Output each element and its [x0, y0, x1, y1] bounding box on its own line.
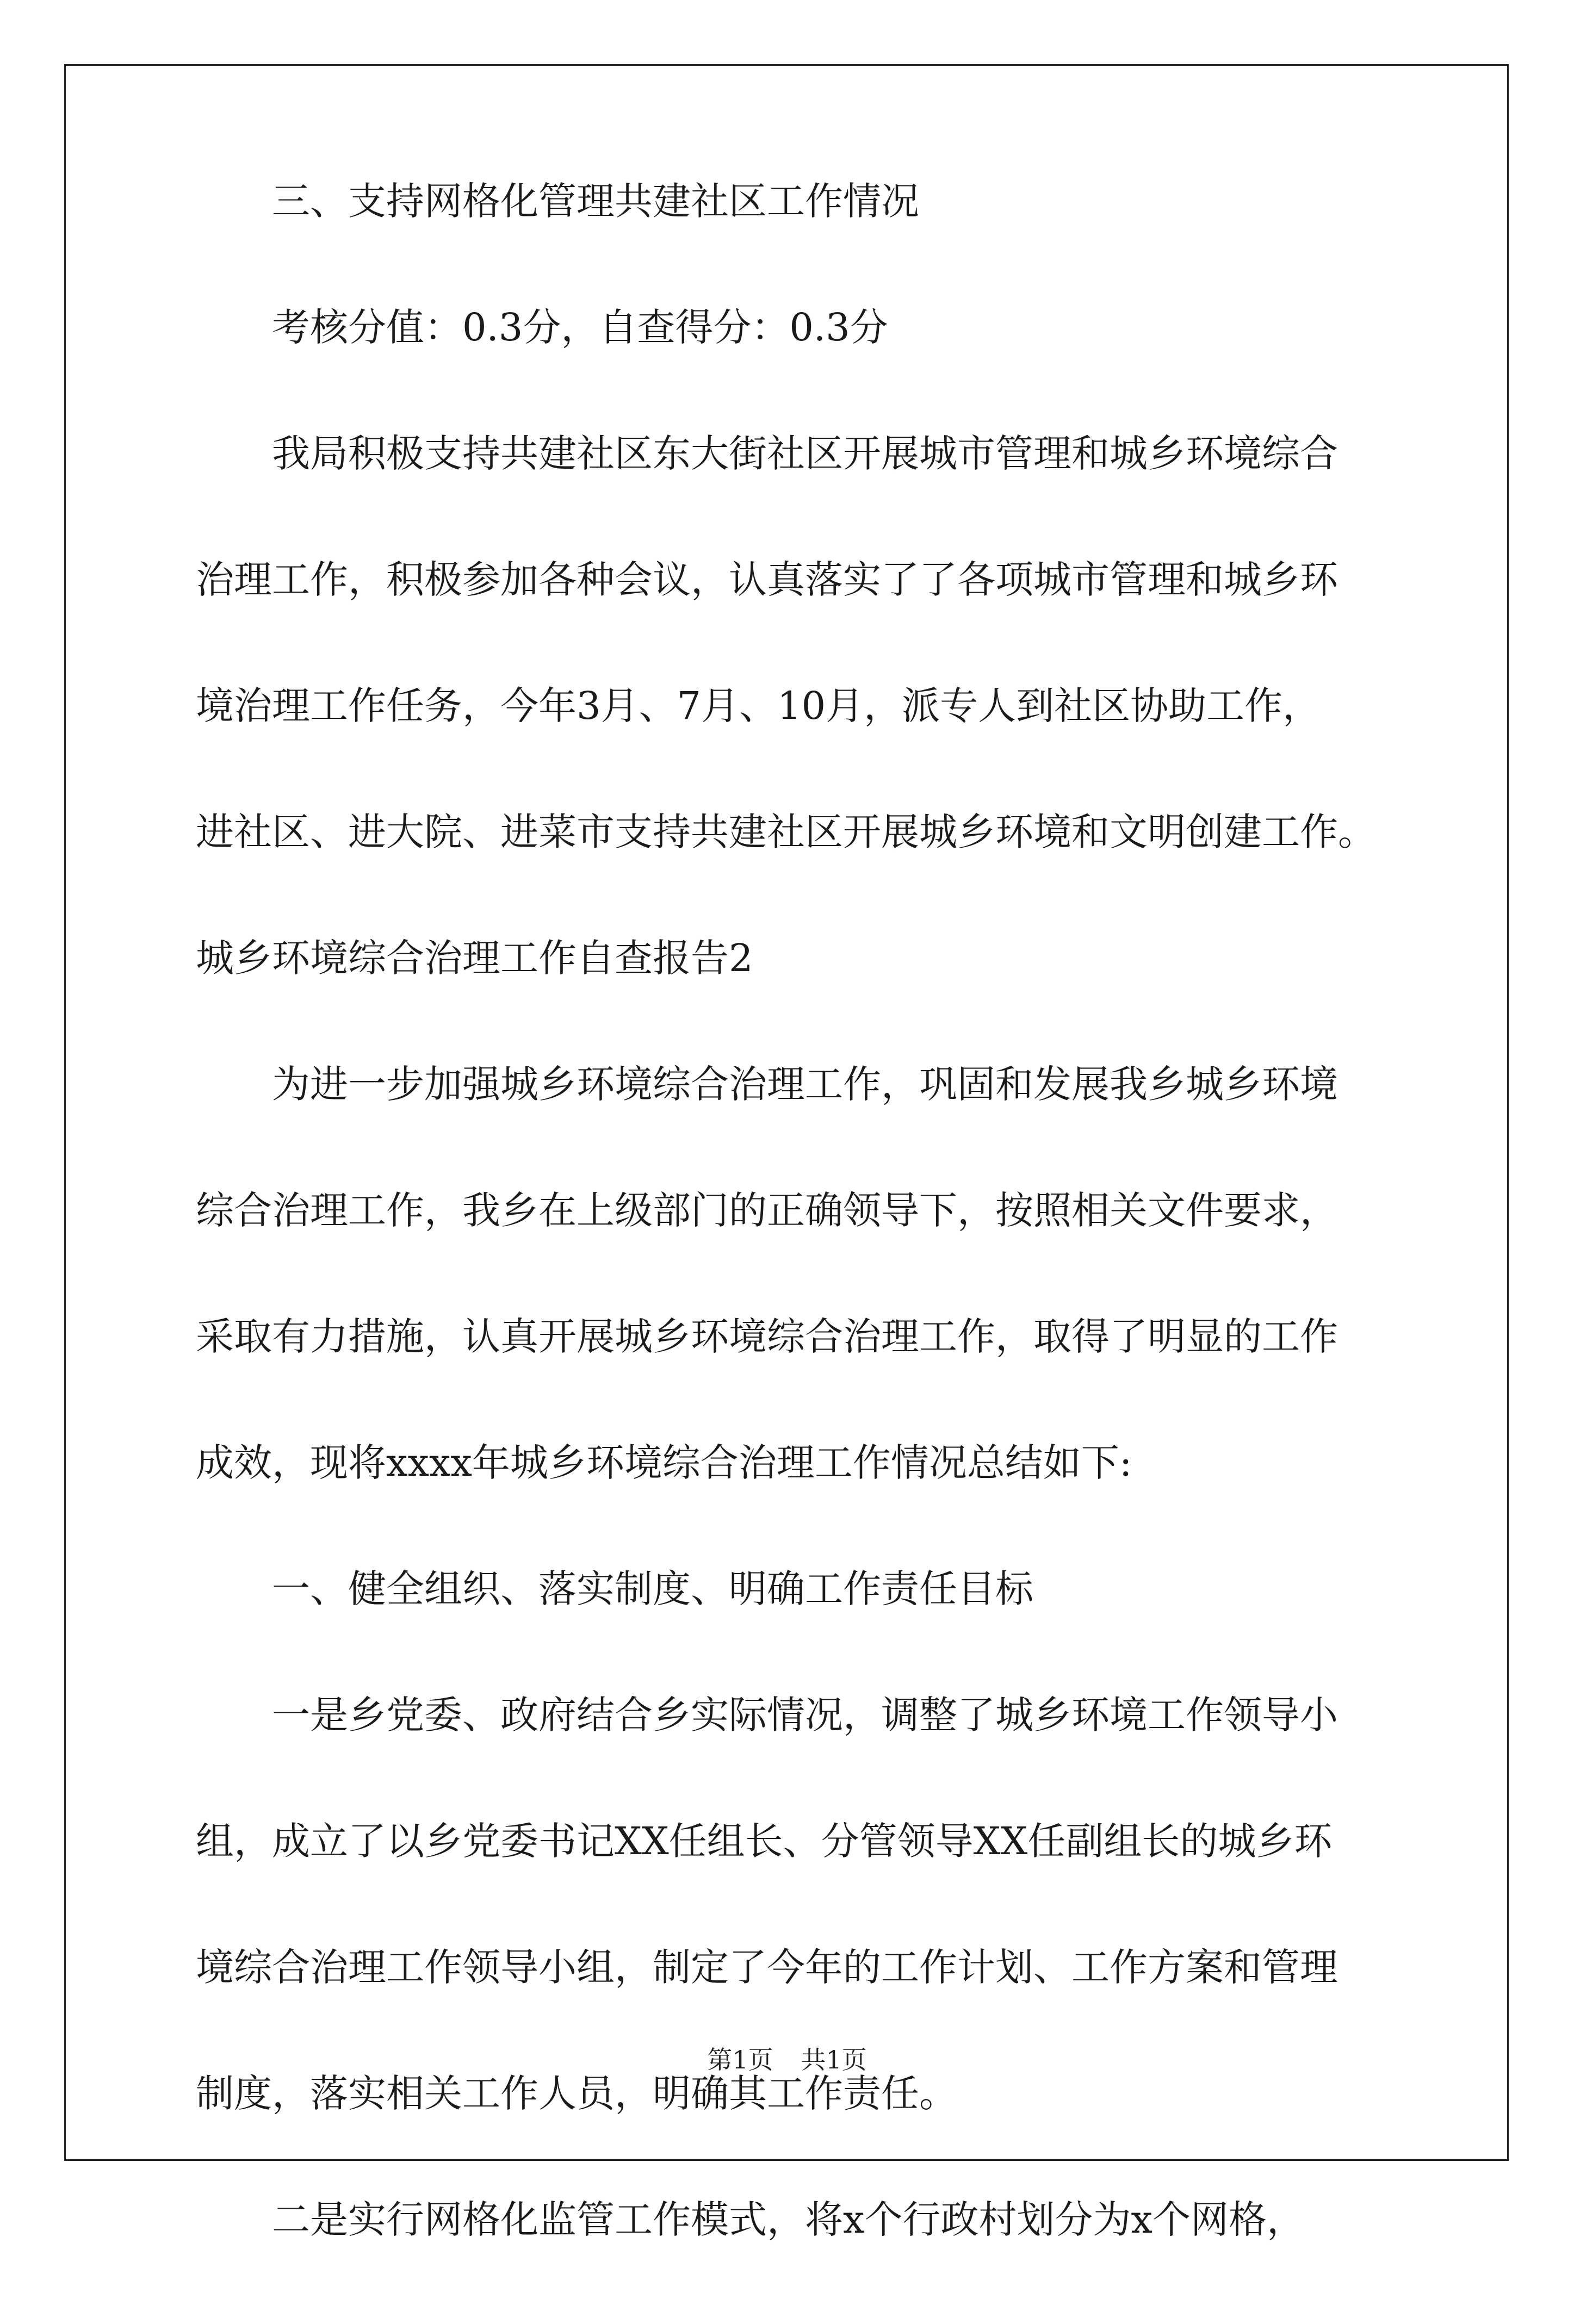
paragraph-line: 为进一步加强城乡环境综合治理工作，巩固和发展我乡城乡环境 [272, 1062, 1338, 1107]
paragraph-line: 治理工作，积极参加各种会议，认真落实了了各项城市管理和城乡环 [196, 557, 1338, 602]
paragraph-line: 境综合治理工作领导小组，制定了今年的工作计划、工作方案和管理 [196, 1945, 1338, 1990]
paragraph-line: 我局积极支持共建社区东大街社区开展城市管理和城乡环境综合 [272, 431, 1338, 476]
paragraph-line: 一是乡党委、政府结合乡实际情况，调整了城乡环境工作领导小 [272, 1693, 1338, 1737]
section-heading-3: 三、支持网格化管理共建社区工作情况 [272, 179, 919, 223]
page-number: 第1页 [707, 2045, 773, 2074]
paragraph-line: 综合治理工作，我乡在上级部门的正确领导下，按照相关文件要求， [196, 1188, 1338, 1233]
paragraph-line: 二是实行网格化监管工作模式，将x个行政村划分为x个网格， [272, 2197, 1305, 2242]
paragraph-line: 制度，落实相关工作人员，明确其工作责任。 [196, 2071, 957, 2116]
paragraph-line: 组，成立了以乡党委书记XX任组长、分管领导XX任副组长的城乡环 [196, 1819, 1333, 1863]
page-total: 共1页 [801, 2045, 867, 2074]
paragraph-line: 采取有力措施，认真开展城乡环境综合治理工作，取得了明显的工作 [196, 1314, 1338, 1359]
paragraph-line: 境治理工作任务，今年3月、7月、10月，派专人到社区协助工作， [196, 683, 1321, 728]
document-body [196, 179, 1414, 2324]
page-footer [0, 2045, 1574, 2075]
report-title: 城乡环境综合治理工作自查报告2 [196, 936, 753, 980]
paragraph-line: 进社区、进大院、进菜市支持共建社区开展城乡环境和文明创建工作。 [196, 810, 1376, 854]
section-heading-1: 一、健全组织、落实制度、明确工作责任目标 [272, 1567, 1033, 1611]
score-line: 考核分值：0.3分，自查得分：0.3分 [272, 305, 888, 350]
paragraph-line: 成效，现将xxxx年城乡环境综合治理工作情况总结如下: [196, 1440, 1132, 1485]
